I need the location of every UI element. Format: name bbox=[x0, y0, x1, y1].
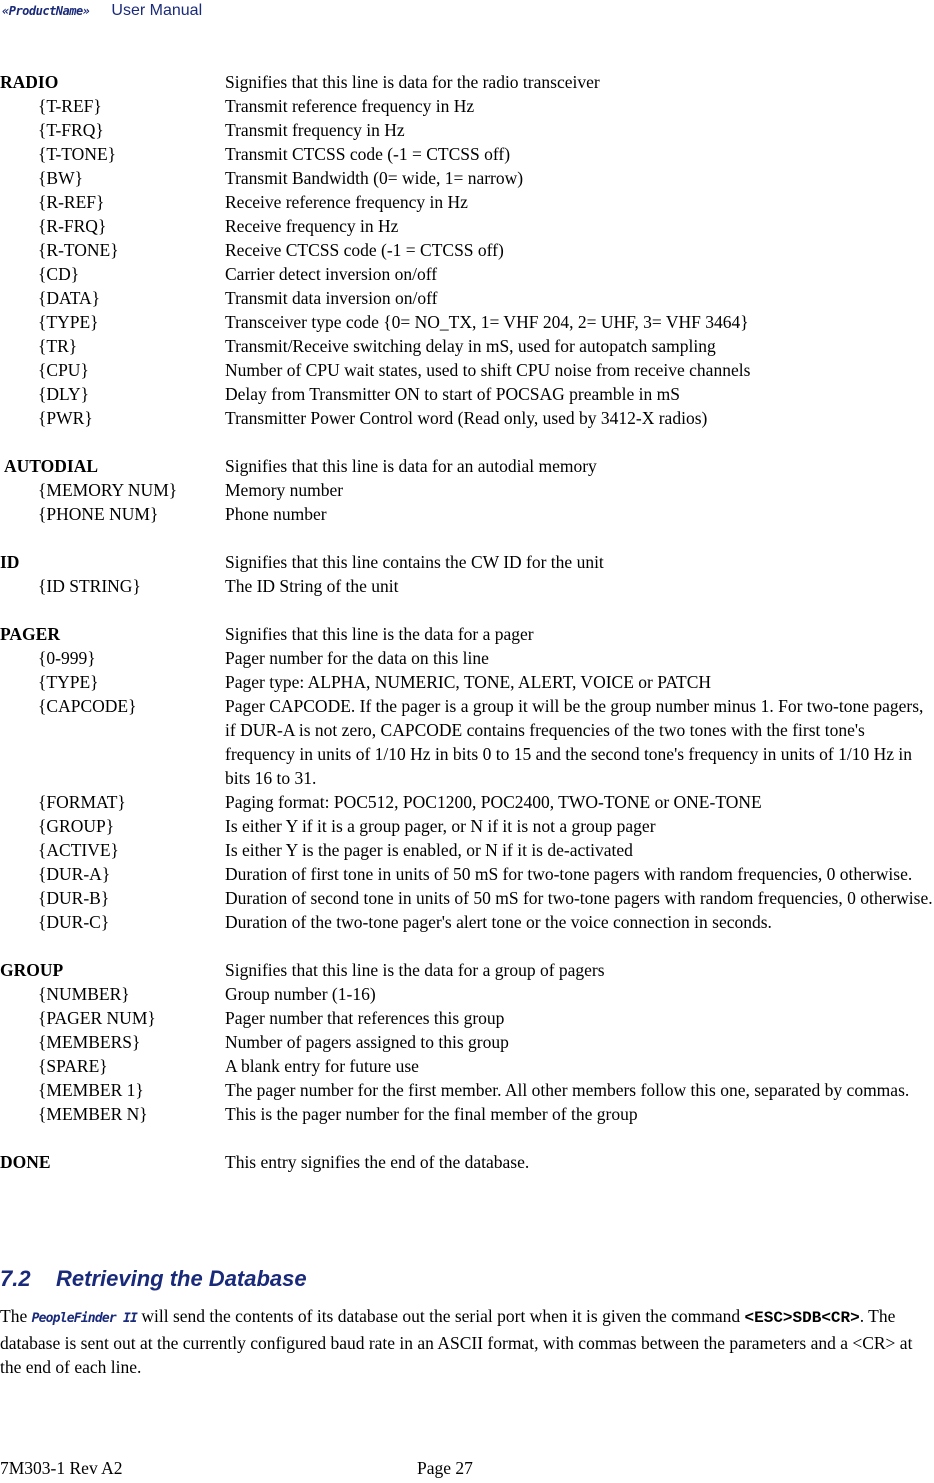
section-paragraph bbox=[0, 1304, 930, 1379]
param-row bbox=[0, 1102, 934, 1126]
section-number: 7.2 bbox=[0, 1266, 31, 1291]
param-name: {T-REF} bbox=[38, 96, 102, 116]
param-name: {DUR-B} bbox=[38, 888, 110, 908]
section-key: ID bbox=[0, 552, 20, 572]
param-name: {R-TONE} bbox=[38, 240, 119, 260]
param-description: Transmit Bandwidth (0= wide, 1= narrow) bbox=[225, 168, 524, 188]
param-description: Memory number bbox=[225, 480, 344, 500]
param-description: Pager number that references this group bbox=[225, 1008, 505, 1028]
param-description: Transmit/Receive switching delay in mS, used for autopatch sampling bbox=[225, 336, 716, 356]
section-description: Signifies that this line is data for the radio transceiver bbox=[225, 72, 600, 92]
param-row bbox=[0, 1006, 934, 1030]
database-field-list bbox=[0, 70, 934, 1174]
section-description: Signifies that this line is the data for a pager bbox=[225, 624, 534, 644]
param-row bbox=[0, 694, 934, 790]
param-name: {TYPE} bbox=[38, 312, 99, 332]
param-name: {CPU} bbox=[38, 360, 89, 380]
footer-page-number: Page 27 bbox=[417, 1458, 473, 1478]
param-row bbox=[0, 214, 934, 238]
param-name: {ACTIVE} bbox=[38, 840, 119, 860]
param-row bbox=[0, 238, 934, 262]
param-name: {T-TONE} bbox=[38, 144, 117, 164]
param-description: Pager type: ALPHA, NUMERIC, TONE, ALERT, VOICE or PATCH bbox=[225, 672, 712, 692]
param-row bbox=[0, 502, 934, 526]
page-header bbox=[2, 0, 202, 22]
param-description: Group number (1-16) bbox=[225, 984, 376, 1004]
param-name: {R-FRQ} bbox=[38, 216, 107, 236]
param-description: Receive CTCSS code (-1 = CTCSS off) bbox=[225, 240, 504, 260]
param-row bbox=[0, 982, 934, 1006]
param-name: {MEMORY NUM} bbox=[38, 480, 178, 500]
param-name: {DLY} bbox=[38, 384, 90, 404]
param-name: {0-999} bbox=[38, 648, 96, 668]
section-key: GROUP bbox=[0, 960, 64, 980]
product-name: «ProductName» bbox=[2, 4, 90, 18]
param-row bbox=[0, 310, 934, 334]
param-description: Transmit CTCSS code (-1 = CTCSS off) bbox=[225, 144, 511, 164]
param-description: This is the pager number for the final member of the group bbox=[225, 1104, 638, 1124]
param-description: A blank entry for future use bbox=[225, 1056, 419, 1076]
section-key: DONE bbox=[0, 1152, 51, 1172]
param-name: {CD} bbox=[38, 264, 80, 284]
param-name: {PHONE NUM} bbox=[38, 504, 159, 524]
param-row bbox=[0, 886, 934, 910]
param-row bbox=[0, 574, 934, 598]
section-spacer bbox=[0, 430, 934, 454]
param-row bbox=[0, 910, 934, 934]
param-description: Duration of first tone in units of 50 mS for two-tone pagers with random frequencies, 0 otherwise. bbox=[225, 864, 913, 884]
param-name: {DUR-C} bbox=[38, 912, 110, 932]
section-description: This entry signifies the end of the database. bbox=[225, 1152, 530, 1172]
param-name: {R-REF} bbox=[38, 192, 105, 212]
param-row bbox=[0, 286, 934, 310]
param-row bbox=[0, 1078, 934, 1102]
param-description: Duration of second tone in units of 50 mS for two-tone pagers with random frequencies, 0 otherwise. bbox=[225, 888, 933, 908]
param-name: {TYPE} bbox=[38, 672, 99, 692]
param-row bbox=[0, 1054, 934, 1078]
param-description: Transmit data inversion on/off bbox=[225, 288, 438, 308]
param-name: {DATA} bbox=[38, 288, 101, 308]
param-row bbox=[0, 1030, 934, 1054]
param-description: Duration of the two-tone pager's alert tone or the voice connection in seconds. bbox=[225, 912, 772, 932]
param-name: {TR} bbox=[38, 336, 78, 356]
param-name: {MEMBERS} bbox=[38, 1032, 141, 1052]
param-row bbox=[0, 382, 934, 406]
section-spacer bbox=[0, 934, 934, 958]
footer-doc-id: 7M303-1 Rev A2 bbox=[0, 1458, 123, 1478]
param-name: {CAPCODE} bbox=[38, 696, 137, 716]
section-spacer bbox=[0, 526, 934, 550]
param-row bbox=[0, 262, 934, 286]
para-text-3: . The database is sent out at the currently configured baud rate in an ASCII format, with commas between the parameters and a <CR> at the end of each line. bbox=[0, 1306, 913, 1377]
param-name: {PAGER NUM} bbox=[38, 1008, 156, 1028]
param-description: Transmit reference frequency in Hz bbox=[225, 96, 475, 116]
param-name: {T-FRQ} bbox=[38, 120, 104, 140]
param-row bbox=[0, 790, 934, 814]
param-description: Phone number bbox=[225, 504, 327, 524]
param-name: {MEMBER 1} bbox=[38, 1080, 144, 1100]
section-spacer bbox=[0, 598, 934, 622]
param-row bbox=[0, 358, 934, 382]
param-name: {SPARE} bbox=[38, 1056, 108, 1076]
section-row-4 bbox=[0, 958, 934, 982]
param-row bbox=[0, 142, 934, 166]
param-row bbox=[0, 94, 934, 118]
param-description: Delay from Transmitter ON to start of POCSAG preamble in mS bbox=[225, 384, 680, 404]
command-code: <ESC>SDB<CR> bbox=[744, 1309, 860, 1327]
param-description: Receive reference frequency in Hz bbox=[225, 192, 468, 212]
param-description: Transceiver type code {0= NO_TX, 1= VHF 204, 2= UHF, 3= VHF 3464} bbox=[225, 312, 749, 332]
param-name: {GROUP} bbox=[38, 816, 115, 836]
param-description: Receive frequency in Hz bbox=[225, 216, 399, 236]
param-description: Is either Y is the pager is enabled, or N if it is de-activated bbox=[225, 840, 633, 860]
param-row bbox=[0, 406, 934, 430]
param-row bbox=[0, 334, 934, 358]
param-row bbox=[0, 190, 934, 214]
param-description: Transmit frequency in Hz bbox=[225, 120, 405, 140]
param-description: Number of pagers assigned to this group bbox=[225, 1032, 509, 1052]
para-text-1: The bbox=[0, 1306, 32, 1326]
section-row-2 bbox=[0, 550, 934, 574]
param-description: Number of CPU wait states, used to shift CPU noise from receive channels bbox=[225, 360, 751, 380]
param-row bbox=[0, 646, 934, 670]
param-row bbox=[0, 670, 934, 694]
para-text-2: will send the contents of its database out the serial port when it is given the command bbox=[137, 1306, 745, 1326]
param-description: The ID String of the unit bbox=[225, 576, 399, 596]
section-row-0 bbox=[0, 70, 934, 94]
section-key: RADIO bbox=[0, 72, 59, 92]
section-description: Signifies that this line contains the CW ID for the unit bbox=[225, 552, 604, 572]
section-spacer bbox=[0, 1126, 934, 1150]
param-name: {NUMBER} bbox=[38, 984, 130, 1004]
param-row bbox=[0, 166, 934, 190]
param-description: Pager CAPCODE. If the pager is a group it will be the group number minus 1. For two-tone pagers, if DUR-A is not zero, CAPCODE contains frequencies of the two tones with the first tone's frequency in units of 1/10 Hz in bits 0 to 15 and the second tone's frequency in units of 1/10 Hz in bits 16 to 31. bbox=[225, 696, 924, 788]
section-row-5 bbox=[0, 1150, 934, 1174]
param-row bbox=[0, 478, 934, 502]
param-name: {MEMBER N} bbox=[38, 1104, 148, 1124]
section-row-1 bbox=[0, 454, 934, 478]
param-name: {FORMAT} bbox=[38, 792, 126, 812]
param-name: {PWR} bbox=[38, 408, 93, 428]
param-row bbox=[0, 838, 934, 862]
param-description: Pager number for the data on this line bbox=[225, 648, 489, 668]
section-heading bbox=[0, 1266, 307, 1292]
param-name: {DUR-A} bbox=[38, 864, 111, 884]
param-description: The pager number for the first member. All other members follow this one, separated by commas. bbox=[225, 1080, 910, 1100]
section-title: Retrieving the Database bbox=[56, 1266, 307, 1291]
param-description: Transmitter Power Control word (Read only, used by 3412-X radios) bbox=[225, 408, 708, 428]
param-description: Paging format: POC512, POC1200, POC2400, TWO-TONE or ONE-TONE bbox=[225, 792, 762, 812]
param-row bbox=[0, 862, 934, 886]
manual-title: User Manual bbox=[111, 2, 203, 19]
param-row bbox=[0, 814, 934, 838]
section-key: AUTODIAL bbox=[4, 456, 99, 476]
param-name: {ID STRING} bbox=[38, 576, 141, 596]
param-name: {BW} bbox=[38, 168, 83, 188]
param-row bbox=[0, 118, 934, 142]
section-key: PAGER bbox=[0, 624, 60, 644]
param-description: Carrier detect inversion on/off bbox=[225, 264, 438, 284]
product-name-inline: PeopleFinder II bbox=[31, 1311, 137, 1326]
param-description: Is either Y if it is a group pager, or N if it is not a group pager bbox=[225, 816, 656, 836]
section-description: Signifies that this line is data for an autodial memory bbox=[225, 456, 597, 476]
section-row-3 bbox=[0, 622, 934, 646]
section-description: Signifies that this line is the data for a group of pagers bbox=[225, 960, 605, 980]
